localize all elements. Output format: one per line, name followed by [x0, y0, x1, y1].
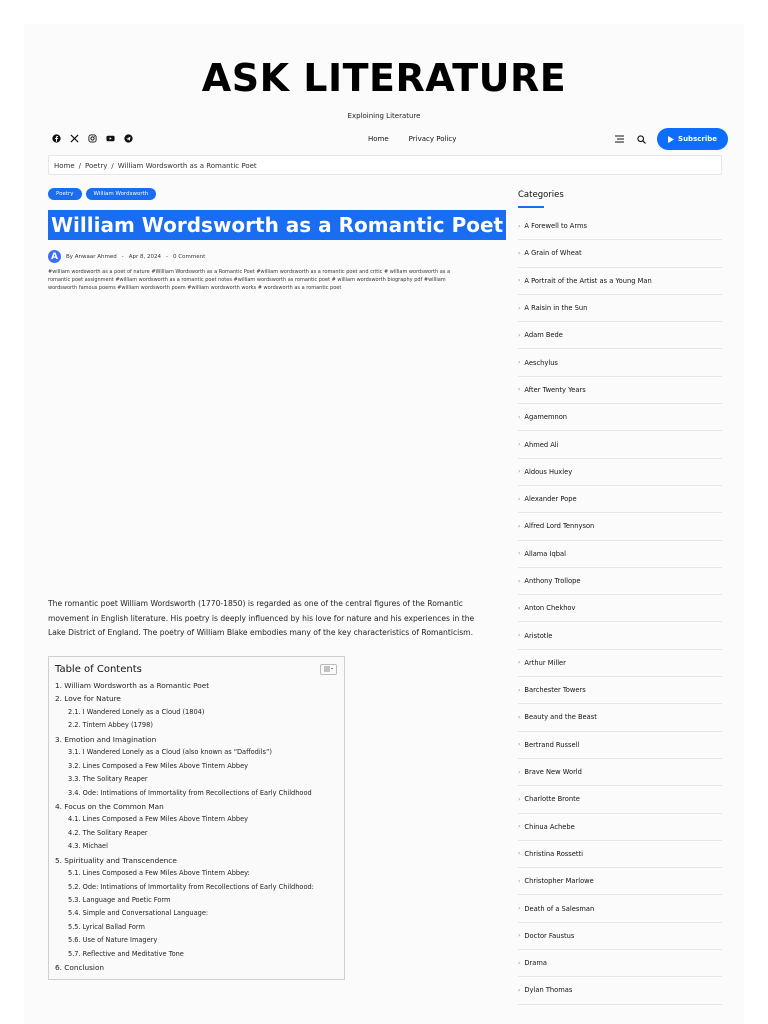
menu-item-privacy-policy[interactable]: Privacy Policy: [408, 135, 457, 143]
chevron-right-icon: ›: [518, 495, 521, 503]
toc-list: [55, 679, 338, 975]
category-label: Anton Chekhov: [524, 604, 576, 613]
toc-item[interactable]: 5.4. Simple and Conversational Language:: [68, 909, 209, 918]
category-item[interactable]: [518, 541, 722, 568]
category-item[interactable]: [518, 950, 722, 977]
category-label: Chinua Achebe: [524, 822, 575, 831]
chevron-right-icon: ›: [518, 823, 521, 831]
breadcrumb-separator: /: [111, 162, 114, 170]
chevron-right-icon: ›: [518, 577, 521, 585]
facebook-icon[interactable]: [52, 134, 61, 143]
category-label: Aldous Huxley: [524, 467, 573, 476]
category-label: Barchester Towers: [524, 686, 586, 695]
breadcrumb-separator: /: [78, 162, 82, 170]
table-of-contents: [48, 656, 345, 980]
search-icon[interactable]: [635, 133, 647, 145]
post-hashtags[interactable]: #william wordsworth as a poet of nature #William Wordsworth as a Romantic Poet #william wordsworth as a romantic poet and critic # william wordsworth as a romantic poet assignment #william wordsworth as a romantic poet notes #william wordsworth as romantic poet # william wordsworth biography pdf #william wordsworth famous poems #william wordsworth poem #william wordsworth works # wordsworth as a romantic poet: [48, 269, 451, 291]
toc-item[interactable]: 2. Love for Nature: [55, 694, 121, 704]
chevron-right-icon: ›: [518, 277, 521, 285]
post-author[interactable]: By Anwaar Ahmed: [66, 253, 117, 260]
meta-separator: -: [121, 253, 124, 260]
page-container: [24, 24, 744, 1024]
post-meta: [48, 250, 205, 263]
social-links: [52, 134, 133, 143]
list-icon: [324, 666, 333, 672]
toc-item[interactable]: 5.5. Lyrical Ballad Form: [68, 922, 145, 931]
chevron-right-icon: ›: [518, 550, 521, 558]
chevron-right-icon: ›: [518, 359, 521, 367]
play-icon: [668, 136, 674, 143]
chevron-right-icon: ›: [518, 932, 521, 940]
chevron-right-icon: ›: [518, 632, 521, 640]
category-item[interactable]: [518, 868, 722, 895]
category-item[interactable]: [518, 732, 722, 759]
category-label: Bertrand Russell: [524, 740, 580, 749]
chevron-right-icon: ›: [518, 877, 521, 885]
post-comments[interactable]: 0 Comment: [173, 253, 206, 260]
post-title: William Wordsworth as a Romantic Poet: [48, 210, 506, 240]
breadcrumb: [48, 155, 722, 175]
toc-item[interactable]: 5.1. Lines Composed a Few Miles Above Tintern Abbey:: [68, 869, 250, 878]
category-label: A Raisin in the Sun: [524, 304, 588, 313]
toc-item[interactable]: 6. Conclusion: [55, 963, 105, 973]
toc-item[interactable]: 5. Spirituality and Transcendence: [55, 855, 177, 865]
breadcrumb-home[interactable]: Home: [54, 162, 75, 170]
category-label: A Grain of Wheat: [524, 249, 582, 258]
toc-title: Table of Contents: [55, 663, 142, 675]
category-item[interactable]: [518, 786, 722, 813]
telegram-icon[interactable]: [124, 134, 133, 143]
toc-item[interactable]: 2.1. I Wandered Lonely as a Cloud (1804): [68, 707, 205, 716]
chevron-right-icon: ›: [518, 468, 521, 476]
category-item[interactable]: [518, 814, 722, 841]
site-title[interactable]: ASK LITERATURE: [201, 56, 567, 100]
category-label: Christina Rossetti: [524, 849, 583, 858]
youtube-icon[interactable]: [106, 134, 115, 143]
chevron-right-icon: ›: [518, 331, 521, 339]
category-item[interactable]: [518, 977, 722, 1004]
category-label: Doctor Faustus: [524, 931, 575, 940]
category-item[interactable]: [518, 759, 722, 786]
toc-item[interactable]: 5.7. Reflective and Meditative Tone: [68, 949, 184, 958]
category-label: Death of a Salesman: [524, 904, 595, 913]
toc-item[interactable]: 3.3. The Solitary Reaper: [68, 775, 148, 784]
chevron-right-icon: ›: [518, 986, 521, 994]
category-item[interactable]: [518, 923, 722, 950]
toc-item[interactable]: 2.2. Tintern Abbey (1798): [68, 721, 153, 730]
category-label: Christopher Marlowe: [524, 877, 594, 886]
category-item[interactable]: [518, 240, 722, 267]
toc-item[interactable]: 1. William Wordsworth as a Romantic Poet: [55, 681, 210, 690]
heading-underline: [518, 206, 544, 208]
avatar[interactable]: A: [48, 250, 61, 263]
category-label: Aristotle: [524, 631, 553, 640]
chevron-right-icon: ›: [518, 304, 521, 312]
menu-item-home[interactable]: Home: [368, 135, 389, 143]
category-label: After Twenty Years: [524, 385, 586, 394]
categories-heading: Categories: [518, 190, 564, 200]
category-label: Agamemnon: [524, 413, 568, 422]
category-item[interactable]: [518, 404, 722, 431]
chevron-right-icon: ›: [518, 850, 521, 858]
category-label: Drama: [524, 959, 548, 968]
main-menu: [368, 135, 456, 143]
category-item[interactable]: [518, 622, 722, 649]
category-label: Allama Iqbal: [524, 549, 566, 558]
category-item[interactable]: [518, 431, 722, 458]
category-item[interactable]: [518, 459, 722, 486]
category-item[interactable]: [518, 677, 722, 704]
breadcrumb-poetry[interactable]: Poetry: [85, 162, 108, 170]
toc-item[interactable]: 3.2. Lines Composed a Few Miles Above Tintern Abbey: [68, 761, 249, 770]
toc-toggle-button[interactable]: [320, 664, 337, 675]
category-item[interactable]: [518, 841, 722, 868]
post-intro: The romantic poet William Wordsworth (1770-1850) is regarded as one of the central figures of the Romantic movement in English literature. His poetry is deeply influenced by his love for nature and his experiences in the Lake District of England. The poetry of William Blake embodies many of the key characteristics of Romanticism.: [48, 599, 475, 637]
nav-bar: [48, 128, 728, 152]
category-item[interactable]: [518, 595, 722, 622]
category-item[interactable]: [518, 486, 722, 513]
chevron-right-icon: ›: [518, 522, 521, 530]
chevron-right-icon: ›: [518, 386, 521, 394]
chevron-right-icon: ›: [518, 686, 521, 694]
chevron-right-icon: ›: [518, 905, 521, 913]
category-label: Aeschylus: [524, 358, 558, 367]
chevron-right-icon: ›: [518, 604, 521, 612]
toc-item[interactable]: 3.4. Ode: Intimations of Immortality from Recollections of Early Childhood: [68, 788, 312, 797]
category-item[interactable]: [518, 895, 722, 922]
chevron-right-icon: ›: [518, 249, 521, 257]
tag-poetry[interactable]: Poetry: [48, 188, 82, 200]
sidebar: [518, 190, 722, 1005]
subscribe-label: Subscribe: [678, 135, 717, 143]
category-label: Anthony Trollope: [524, 577, 581, 585]
category-label: Arthur Miller: [524, 658, 566, 667]
category-item[interactable]: [518, 322, 722, 349]
category-item[interactable]: [518, 377, 722, 404]
post-date[interactable]: Apr 8, 2024: [128, 253, 162, 260]
category-list: [518, 213, 722, 1005]
category-label: Adam Bede: [524, 331, 563, 340]
post-tags: [48, 188, 156, 200]
chevron-right-icon: ›: [518, 741, 521, 749]
category-label: Ahmed Ali: [524, 440, 559, 449]
category-item[interactable]: [518, 650, 722, 677]
category-item[interactable]: [518, 704, 722, 731]
category-item[interactable]: [518, 295, 722, 322]
instagram-icon[interactable]: [88, 134, 97, 143]
meta-separator: -: [166, 253, 169, 260]
chevron-right-icon: ›: [518, 713, 521, 721]
category-label: Dylan Thomas: [524, 986, 573, 995]
toc-item[interactable]: 5.6. Use of Nature Imagery: [68, 936, 158, 945]
category-item[interactable]: [518, 213, 722, 240]
site-tagline: Exploining Literature: [347, 112, 421, 120]
chevron-right-icon: ›: [518, 795, 521, 803]
category-item[interactable]: [518, 349, 722, 376]
category-label: A Portrait of the Artist as a Young Man: [524, 276, 652, 285]
toc-item[interactable]: 5.3. Language and Poetic Form: [68, 896, 171, 904]
toc-item[interactable]: 3. Emotion and Imagination: [55, 734, 157, 744]
x-icon[interactable]: [70, 134, 79, 143]
chevron-right-icon: ›: [518, 959, 521, 967]
toc-header: [55, 661, 338, 677]
menu-lines-icon[interactable]: [613, 133, 625, 145]
toc-item[interactable]: 4. Focus on the Common Man: [55, 801, 164, 811]
toc-item[interactable]: 4.1. Lines Composed a Few Miles Above Tintern Abbey: [68, 815, 249, 824]
toc-item[interactable]: 3.1. I Wandered Lonely as a Cloud (also known as “Daffodils”): [68, 748, 272, 757]
category-label: Beauty and the Beast: [524, 713, 597, 722]
chevron-right-icon: ›: [518, 659, 521, 667]
toc-item[interactable]: 4.2. The Solitary Reaper: [68, 828, 148, 837]
chevron-right-icon: ›: [518, 441, 521, 449]
category-label: Charlotte Bronte: [524, 795, 580, 804]
category-label: Brave New World: [524, 768, 582, 777]
category-item[interactable]: [518, 268, 722, 295]
subscribe-button[interactable]: [657, 128, 728, 150]
chevron-right-icon: ›: [518, 222, 521, 230]
category-item[interactable]: [518, 513, 722, 540]
tag-william-wordsworth[interactable]: William Wordsworth: [86, 188, 157, 200]
category-label: Alfred Lord Tennyson: [524, 522, 595, 531]
chevron-right-icon: ›: [518, 768, 521, 776]
category-label: Alexander Pope: [524, 495, 577, 504]
toc-item[interactable]: 5.2. Ode: Intimations of Immortality from Recollections of Early Childhood:: [68, 882, 314, 891]
breadcrumb-current: William Wordsworth as a Romantic Poet: [117, 162, 257, 170]
category-label: A Forewell to Arms: [524, 222, 587, 231]
chevron-right-icon: ›: [518, 413, 521, 421]
category-item[interactable]: [518, 568, 722, 595]
toc-item[interactable]: 4.3. Michael: [68, 842, 108, 851]
header-tools: [613, 128, 728, 150]
